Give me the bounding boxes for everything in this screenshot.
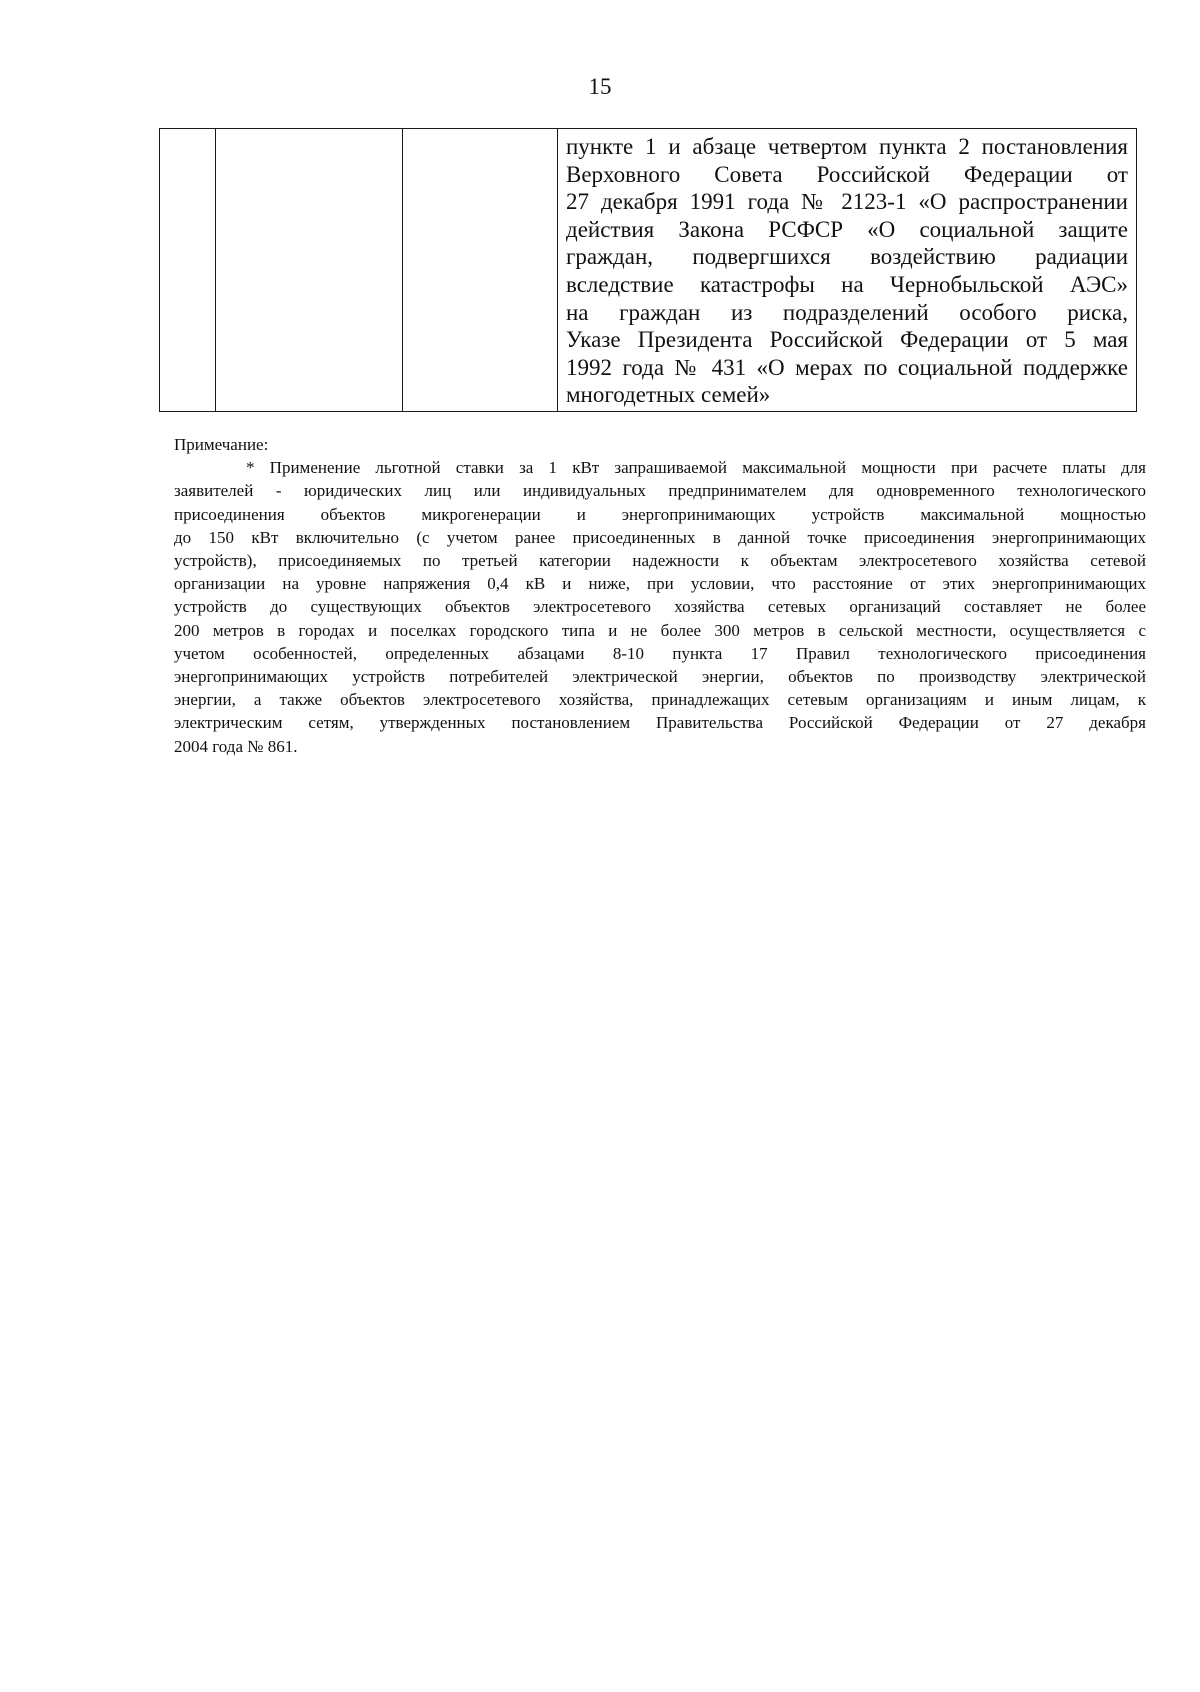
cell-text-line: 1992 года № 431 «О мерах по социальной поддержке bbox=[566, 354, 1128, 380]
table-cell-empty-1 bbox=[160, 129, 216, 412]
note-line: энергопринимающих устройств потребителей электрической энергии, объектов по производству электрической bbox=[174, 667, 1146, 687]
note-line: учетом особенностей, определенных абзацами 8-10 пункта 17 Правил технологического присоединения bbox=[174, 643, 1146, 663]
note-section bbox=[174, 433, 1146, 758]
cell-text-line: на граждан из подразделений особого риска, bbox=[566, 299, 1128, 325]
page-number: 15 bbox=[588, 74, 612, 99]
note-line: присоединения объектов микрогенерации и энергопринимающих устройств максимальной мощностью bbox=[174, 504, 1146, 524]
note-line: энергии, а также объектов электросетевого хозяйства, принадлежащих сетевым организациям и иным лицам, к bbox=[174, 690, 1146, 710]
cell-text-line: Верховного Совета Российской Федерации от bbox=[566, 161, 1128, 187]
note-paragraph bbox=[174, 456, 1146, 758]
note-line: * Применение льготной ставки за 1 кВт запрашиваемой максимальной мощности при расчете платы для bbox=[246, 458, 1146, 478]
note-label: Примечание: bbox=[174, 435, 269, 454]
note-line: 2004 года № 861. bbox=[174, 736, 298, 756]
cell-text-line: 27 декабря 1991 года № 2123-1 «О распространении bbox=[566, 189, 1128, 215]
cell-text-line: пункте 1 и абзаце четвертом пункта 2 постановления bbox=[566, 134, 1128, 159]
note-line: организации на уровне напряжения 0,4 кВ и ниже, при условии, что расстояние от этих энергопринимающих bbox=[174, 574, 1146, 594]
cell-text-line: многодетных семей» bbox=[566, 382, 771, 408]
cell-text-line: граждан, подвергшихся воздействию радиации bbox=[566, 244, 1128, 270]
note-line: устройств до существующих объектов электросетевого хозяйства сетевых организаций составляет не более bbox=[174, 597, 1146, 617]
note-line: электрическим сетям, утвержденных постановлением Правительства Российской Федерации от 27 декабря bbox=[174, 713, 1146, 733]
cell-text-line: действия Закона РСФСР «О социальной защите bbox=[566, 216, 1128, 242]
document-table bbox=[159, 128, 1137, 412]
cell-paragraph bbox=[558, 129, 1136, 411]
note-line: 200 метров в городах и поселках городского типа и не более 300 метров в сельской местности, осуществляется с bbox=[174, 620, 1146, 640]
cell-text-line: вследствие катастрофы на Чернобыльской АЭС» bbox=[566, 271, 1128, 297]
table-cell-empty-2 bbox=[216, 129, 403, 412]
table-cell-text bbox=[558, 129, 1137, 412]
note-line: устройств), присоединяемых по третьей категории надежности к объектам электросетевого хозяйства сетевой bbox=[174, 551, 1146, 571]
note-line: заявителей - юридических лиц или индивидуальных предпринимателем для одновременного технологического bbox=[174, 481, 1146, 501]
note-line: до 150 кВт включительно (с учетом ранее присоединенных в данной точке присоединения энергопринимающих bbox=[174, 527, 1146, 547]
table-row bbox=[160, 129, 1137, 412]
cell-text-line: Указе Президента Российской Федерации от 5 мая bbox=[566, 327, 1128, 353]
table-cell-empty-3 bbox=[403, 129, 558, 412]
